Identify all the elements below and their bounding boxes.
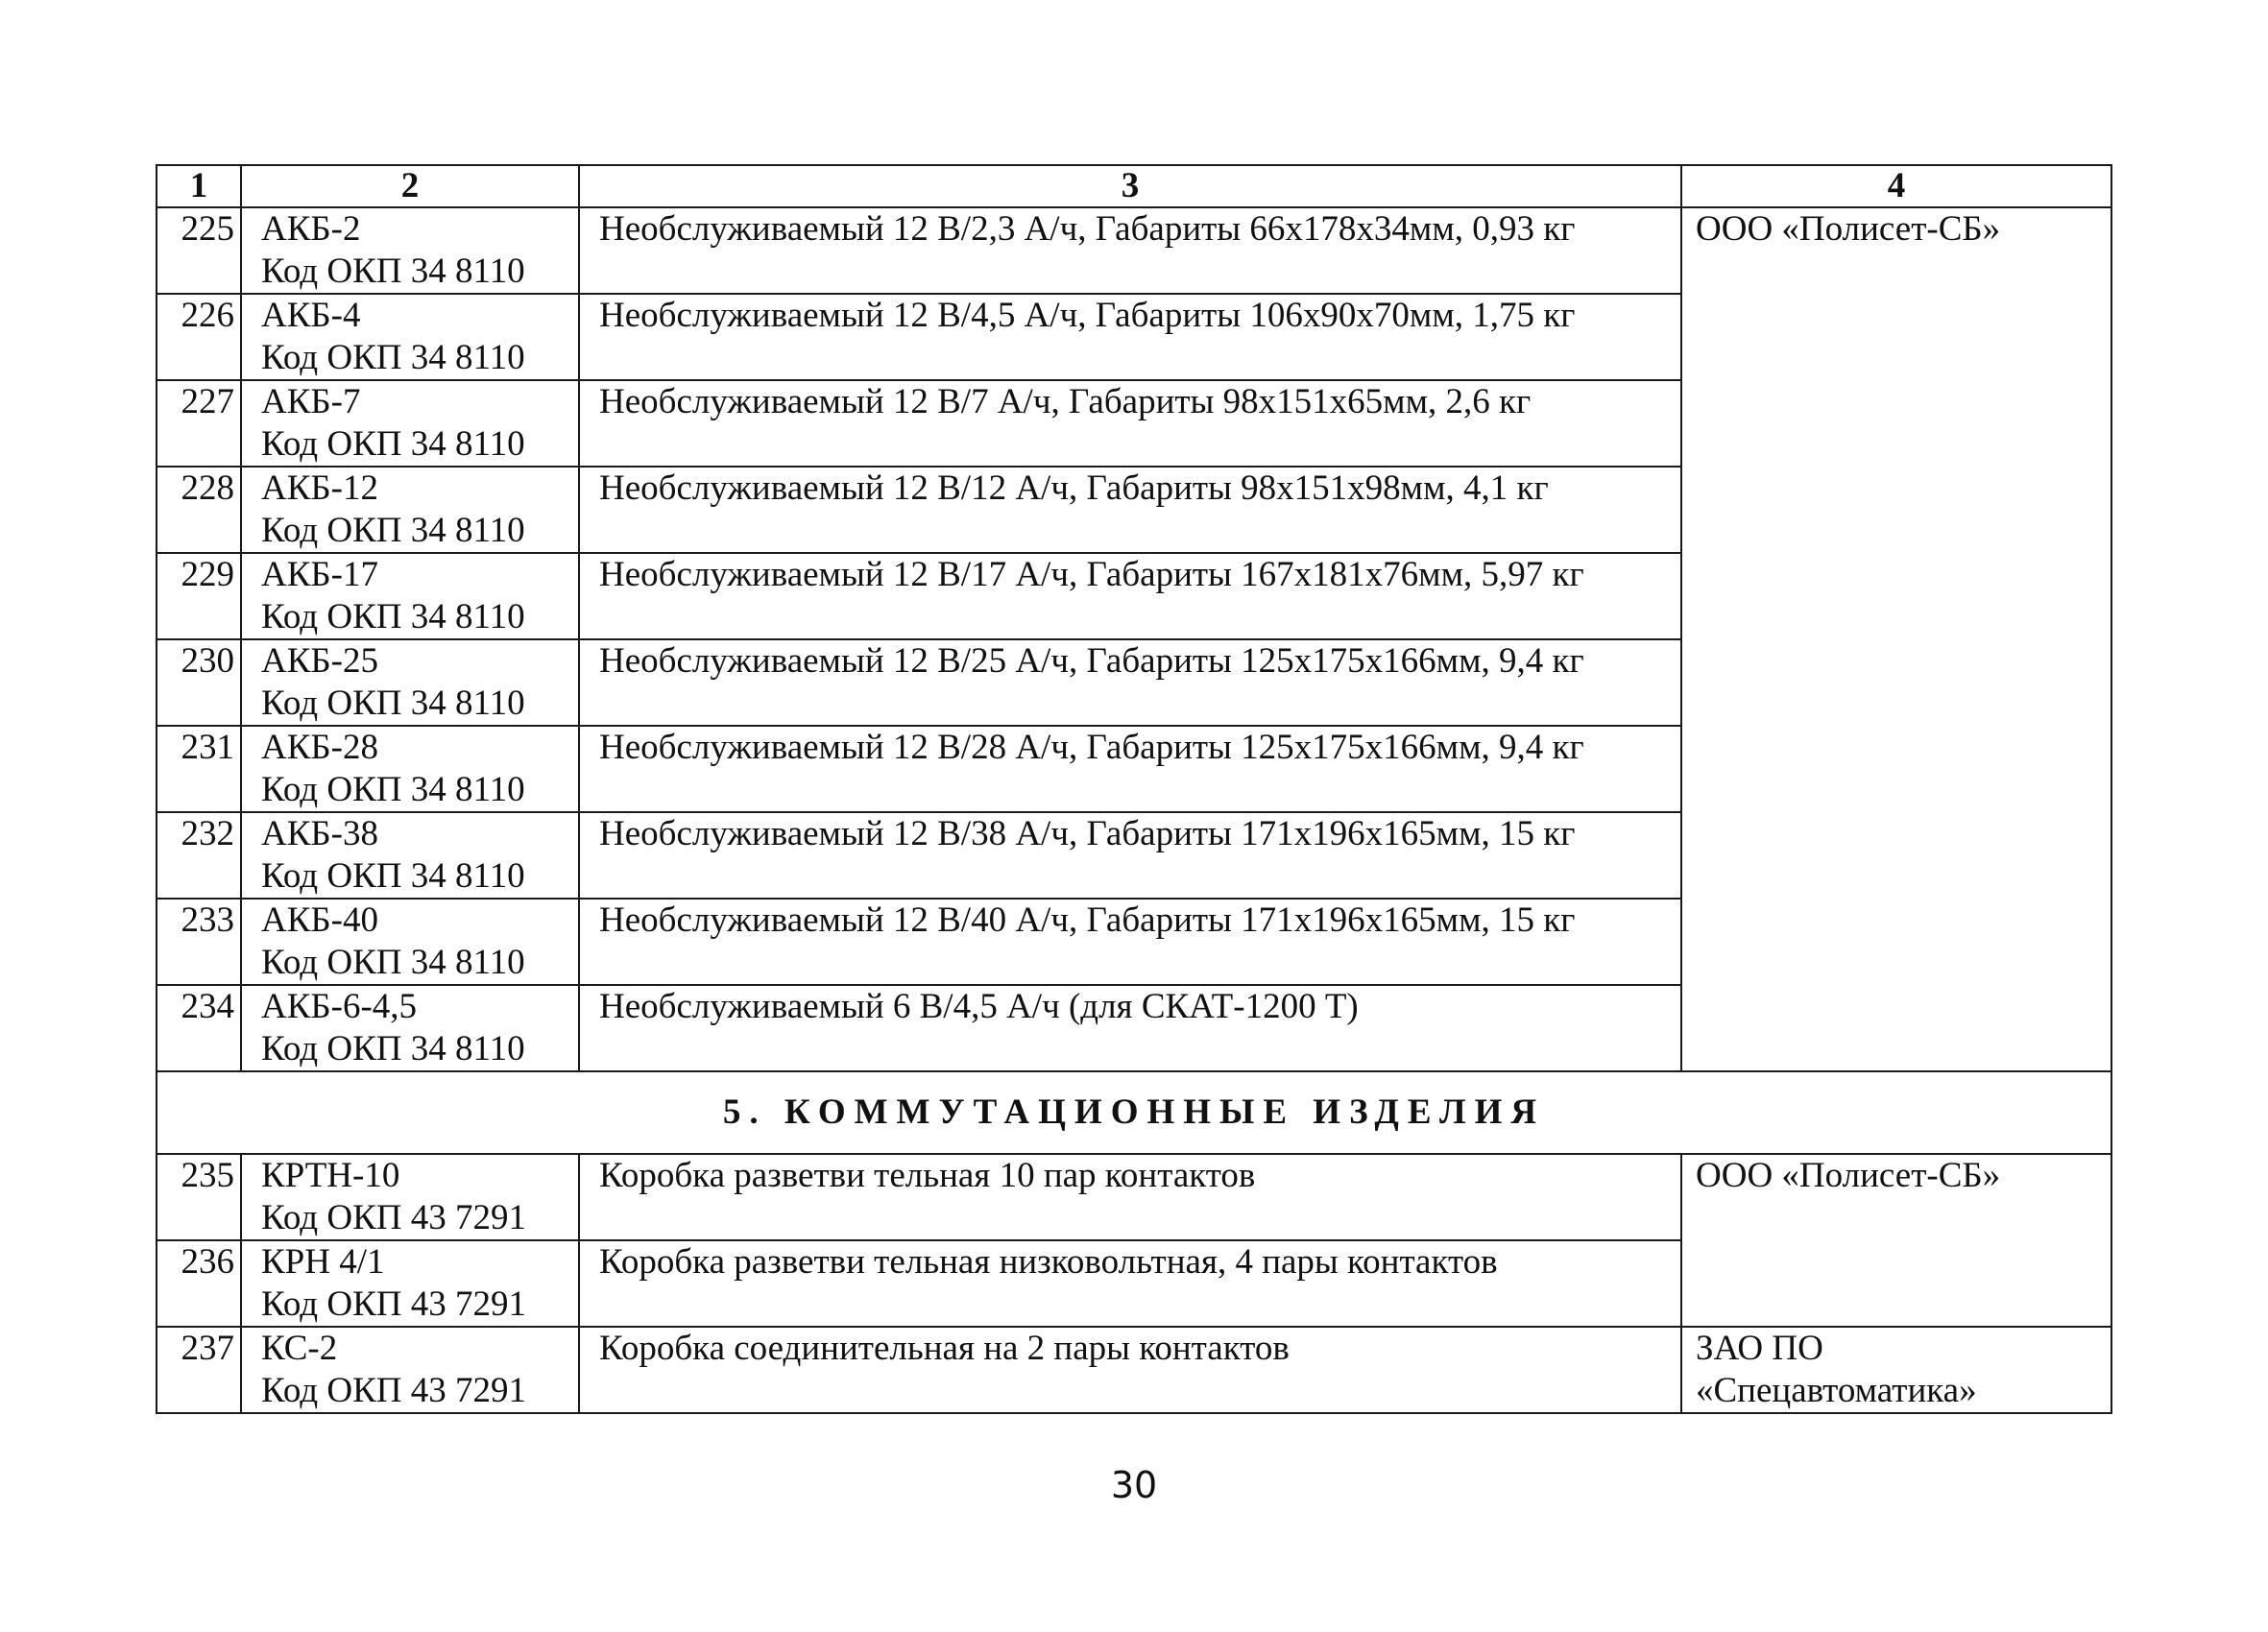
product-name: АКБ-2 <box>261 209 361 249</box>
row-number: 233 <box>157 899 241 985</box>
column-header: 4 <box>1681 165 2111 207</box>
product-cell <box>241 726 579 812</box>
manufacturer-cell: ООО «Полисет-СБ» <box>1681 1154 2111 1327</box>
okp-code: Код ОКП 34 8110 <box>261 770 525 809</box>
column-header: 3 <box>579 165 1681 207</box>
row-number: 225 <box>157 207 241 294</box>
row-number: 234 <box>157 985 241 1071</box>
table-row <box>157 207 2111 294</box>
row-number: 228 <box>157 467 241 553</box>
equipment-table <box>156 164 2112 1414</box>
table-row <box>157 1154 2111 1240</box>
product-name: АКБ-28 <box>261 728 378 767</box>
product-name: АКБ-4 <box>261 296 361 335</box>
manufacturer-cell: ООО «Полисет-СБ» <box>1681 207 2111 1071</box>
row-number: 226 <box>157 294 241 380</box>
product-description: Необслуживаемый 6 В/4,5 А/ч (для СКАТ-1200 Т) <box>579 985 1681 1071</box>
product-name: АКБ-25 <box>261 641 378 681</box>
product-cell <box>241 294 579 380</box>
product-description: Необслуживаемый 12 В/7 А/ч, Габариты 98х151х65мм, 2,6 кг <box>579 380 1681 467</box>
section-row <box>157 1071 2111 1154</box>
row-number: 229 <box>157 553 241 639</box>
product-cell <box>241 1240 579 1327</box>
product-description: Необслуживаемый 12 В/25 А/ч, Габариты 125х175х166мм, 9,4 кг <box>579 639 1681 726</box>
product-cell <box>241 899 579 985</box>
column-header: 2 <box>241 165 579 207</box>
row-number: 235 <box>157 1154 241 1240</box>
product-description: Необслуживаемый 12 В/28 А/ч, Габариты 125х175х166мм, 9,4 кг <box>579 726 1681 812</box>
okp-code: Код ОКП 34 8110 <box>261 338 525 377</box>
product-description: Коробка соединительная на 2 пары контактов <box>579 1327 1681 1413</box>
table-header-row <box>157 165 2111 207</box>
product-name: АКБ-12 <box>261 468 378 508</box>
okp-code: Код ОКП 34 8110 <box>261 511 525 550</box>
row-number: 236 <box>157 1240 241 1327</box>
okp-code: Код ОКП 43 7291 <box>261 1198 526 1237</box>
okp-code: Код ОКП 34 8110 <box>261 856 525 896</box>
okp-code: Код ОКП 34 8110 <box>261 1029 525 1068</box>
product-description: Необслуживаемый 12 В/40 А/ч, Габариты 171х196х165мм, 15 кг <box>579 899 1681 985</box>
column-header: 1 <box>157 165 241 207</box>
row-number: 237 <box>157 1327 241 1413</box>
product-description: Необслуживаемый 12 В/17 А/ч, Габариты 167х181х76мм, 5,97 кг <box>579 553 1681 639</box>
manufacturer-cell <box>1681 1327 2111 1413</box>
product-name: АКБ-38 <box>261 814 378 853</box>
product-description: Коробка разветви тельная 10 пар контактов <box>579 1154 1681 1240</box>
product-name: КРН 4/1 <box>261 1242 385 1282</box>
product-cell <box>241 467 579 553</box>
row-number: 230 <box>157 639 241 726</box>
row-number: 232 <box>157 812 241 899</box>
manufacturer-line: ЗАО ПО <box>1696 1329 1823 1368</box>
okp-code: Код ОКП 34 8110 <box>261 424 525 464</box>
product-cell <box>241 553 579 639</box>
product-description: Необслуживаемый 12 В/4,5 А/ч, Габариты 106х90х70мм, 1,75 кг <box>579 294 1681 380</box>
table-row <box>157 1327 2111 1413</box>
product-cell <box>241 1327 579 1413</box>
product-description: Коробка разветви тельная низковольтная, 4 пары контактов <box>579 1240 1681 1327</box>
product-cell <box>241 380 579 467</box>
product-name: АКБ-7 <box>261 382 361 421</box>
manufacturer-line: «Спецавтоматика» <box>1696 1371 1977 1410</box>
okp-code: Код ОКП 34 8110 <box>261 252 525 291</box>
page-number: 30 <box>1110 1464 1158 1506</box>
product-description: Необслуживаемый 12 В/2,3 А/ч, Габариты 66х178х34мм, 0,93 кг <box>579 207 1681 294</box>
okp-code: Код ОКП 34 8110 <box>261 943 525 982</box>
product-name: КРТН-10 <box>261 1156 400 1195</box>
product-cell <box>241 812 579 899</box>
product-cell <box>241 639 579 726</box>
row-number: 231 <box>157 726 241 812</box>
product-description: Необслуживаемый 12 В/38 А/ч, Габариты 171х196х165мм, 15 кг <box>579 812 1681 899</box>
product-name: АКБ-40 <box>261 900 378 940</box>
product-name: АКБ-17 <box>261 555 378 594</box>
section-title: 5. КОММУТАЦИОННЫЕ ИЗДЕЛИЯ <box>157 1071 2111 1154</box>
product-description: Необслуживаемый 12 В/12 А/ч, Габариты 98х151х98мм, 4,1 кг <box>579 467 1681 553</box>
okp-code: Код ОКП 34 8110 <box>261 684 525 723</box>
okp-code: Код ОКП 34 8110 <box>261 597 525 636</box>
product-cell <box>241 985 579 1071</box>
product-name: АКБ-6-4,5 <box>261 987 418 1026</box>
product-cell <box>241 207 579 294</box>
row-number: 227 <box>157 380 241 467</box>
okp-code: Код ОКП 43 7291 <box>261 1371 526 1410</box>
okp-code: Код ОКП 43 7291 <box>261 1284 526 1324</box>
product-name: КС-2 <box>261 1329 338 1368</box>
product-cell <box>241 1154 579 1240</box>
